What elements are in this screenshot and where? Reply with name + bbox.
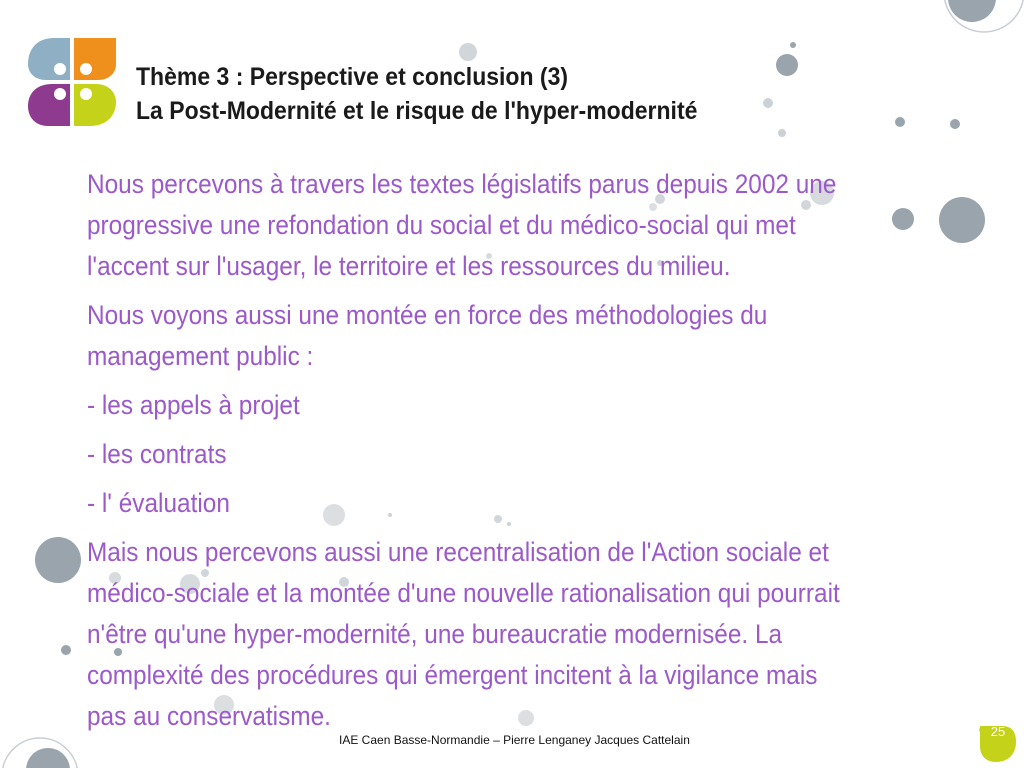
page-number: 25 (990, 724, 1006, 739)
body-line: médico-sociale et la montée d'une nouvelle rationalisation qui pourrait (87, 578, 840, 608)
bullet-item: - l' évaluation (87, 488, 230, 518)
body-line: n'être qu'une hyper-modernité, une bureaucratie modernisée. La (87, 619, 783, 649)
body-line: Nous percevons à travers les textes législatifs parus depuis 2002 une (87, 169, 837, 199)
body-line: Mais nous percevons aussi une recentralisation de l'Action sociale et (87, 537, 829, 567)
body-line: l'accent sur l'usager, le territoire et les ressources du milieu. (87, 251, 731, 281)
body-line: complexité des procédures qui émergent incitent à la vigilance mais (87, 660, 818, 690)
footer-credit: IAE Caen Basse-Normandie – Pierre Lenganey Jacques Cattelain (339, 733, 690, 747)
slide-body (87, 164, 920, 737)
four-petal-logo-icon (26, 36, 118, 128)
slide-title (136, 60, 835, 128)
body-line: progressive une refondation du social et du médico-social qui met (87, 210, 796, 240)
body-line: management public : (87, 341, 314, 371)
title-line-1: Thème 3 : Perspective et conclusion (3) (136, 63, 569, 91)
bullet-item: - les appels à projet (87, 390, 300, 420)
title-line-2: La Post-Modernité et le risque de l'hyper-modernité (136, 97, 698, 125)
bullet-item: - les contrats (87, 439, 227, 469)
body-line: Nous voyons aussi une montée en force des méthodologies du (87, 300, 768, 330)
body-line: pas au conservatisme. (87, 701, 331, 731)
